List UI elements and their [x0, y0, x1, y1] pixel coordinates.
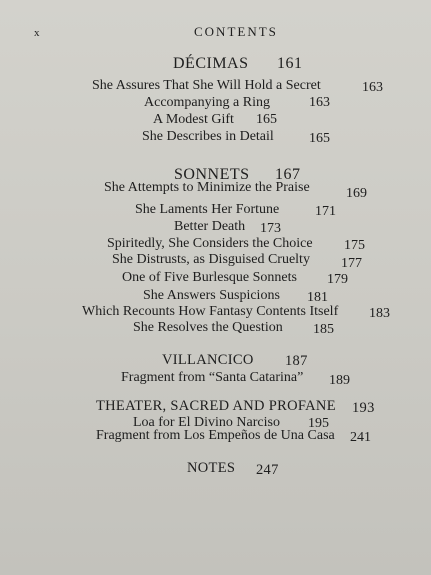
section-title: DÉCIMAS [173, 55, 249, 72]
section-page: 193 [352, 400, 375, 416]
toc-entry-page: 165 [309, 131, 330, 146]
toc-entry-page: 185 [313, 322, 334, 337]
toc-entry-title: She Resolves the Question [133, 320, 283, 335]
toc-entry-title: One of Five Burlesque Sonnets [122, 270, 297, 285]
toc-entry-title: She Answers Suspicions [143, 288, 280, 303]
toc-entry-title: She Describes in Detail [142, 129, 274, 144]
toc-entry-page: 241 [350, 430, 371, 445]
section-page: 167 [275, 166, 301, 183]
toc-entry-page: 163 [309, 95, 330, 110]
section-title: NOTES [187, 460, 236, 476]
section-title: SONNETS [174, 166, 250, 183]
toc-entry-page: 177 [341, 256, 362, 271]
toc-entry-title: Accompanying a Ring [144, 95, 270, 110]
page-folio: x [34, 27, 40, 39]
toc-entry-title: Spiritedly, She Considers the Choice [107, 236, 313, 251]
toc-entry-page: 163 [362, 80, 383, 95]
section-title: THEATER, SACRED AND PROFANE [96, 398, 336, 414]
toc-entry-page: 171 [315, 204, 336, 219]
toc-entry-title: Loa for El Divino Narciso [133, 415, 280, 430]
section-page: 247 [256, 462, 279, 478]
toc-entry-page: 189 [329, 373, 350, 388]
toc-entry-title: She Laments Her Fortune [135, 202, 280, 217]
toc-entry-title: Better Death [174, 219, 246, 234]
toc-entry-title: She Attempts to Minimize the Praise [104, 180, 310, 195]
toc-entry-title: She Distrusts, as Disguised Cruelty [112, 252, 310, 267]
toc-entry-page: 169 [346, 186, 367, 201]
section-title: VILLANCICO [162, 352, 254, 368]
section-page: 187 [285, 353, 308, 369]
toc-entry-page: 173 [260, 221, 281, 236]
toc-entry-page: 181 [307, 290, 328, 305]
toc-entry-title: A Modest Gift [153, 112, 234, 127]
toc-entry-page: 165 [256, 112, 277, 127]
section-page: 161 [277, 55, 303, 72]
toc-entry-title: Fragment from “Santa Catarina” [121, 370, 304, 385]
toc-entry-page: 183 [369, 306, 390, 321]
toc-entry-page: 195 [308, 416, 329, 431]
toc-entry-title: Fragment from Los Empeños de Una Casa [96, 428, 335, 443]
toc-entry-title: She Assures That She Will Hold a Secret [92, 78, 321, 93]
toc-entry-page: 179 [327, 272, 348, 287]
toc-entry-page: 175 [344, 238, 365, 253]
running-title: CONTENTS [194, 24, 278, 39]
toc-entry-title: Which Recounts How Fantasy Contents Itself [82, 304, 339, 319]
